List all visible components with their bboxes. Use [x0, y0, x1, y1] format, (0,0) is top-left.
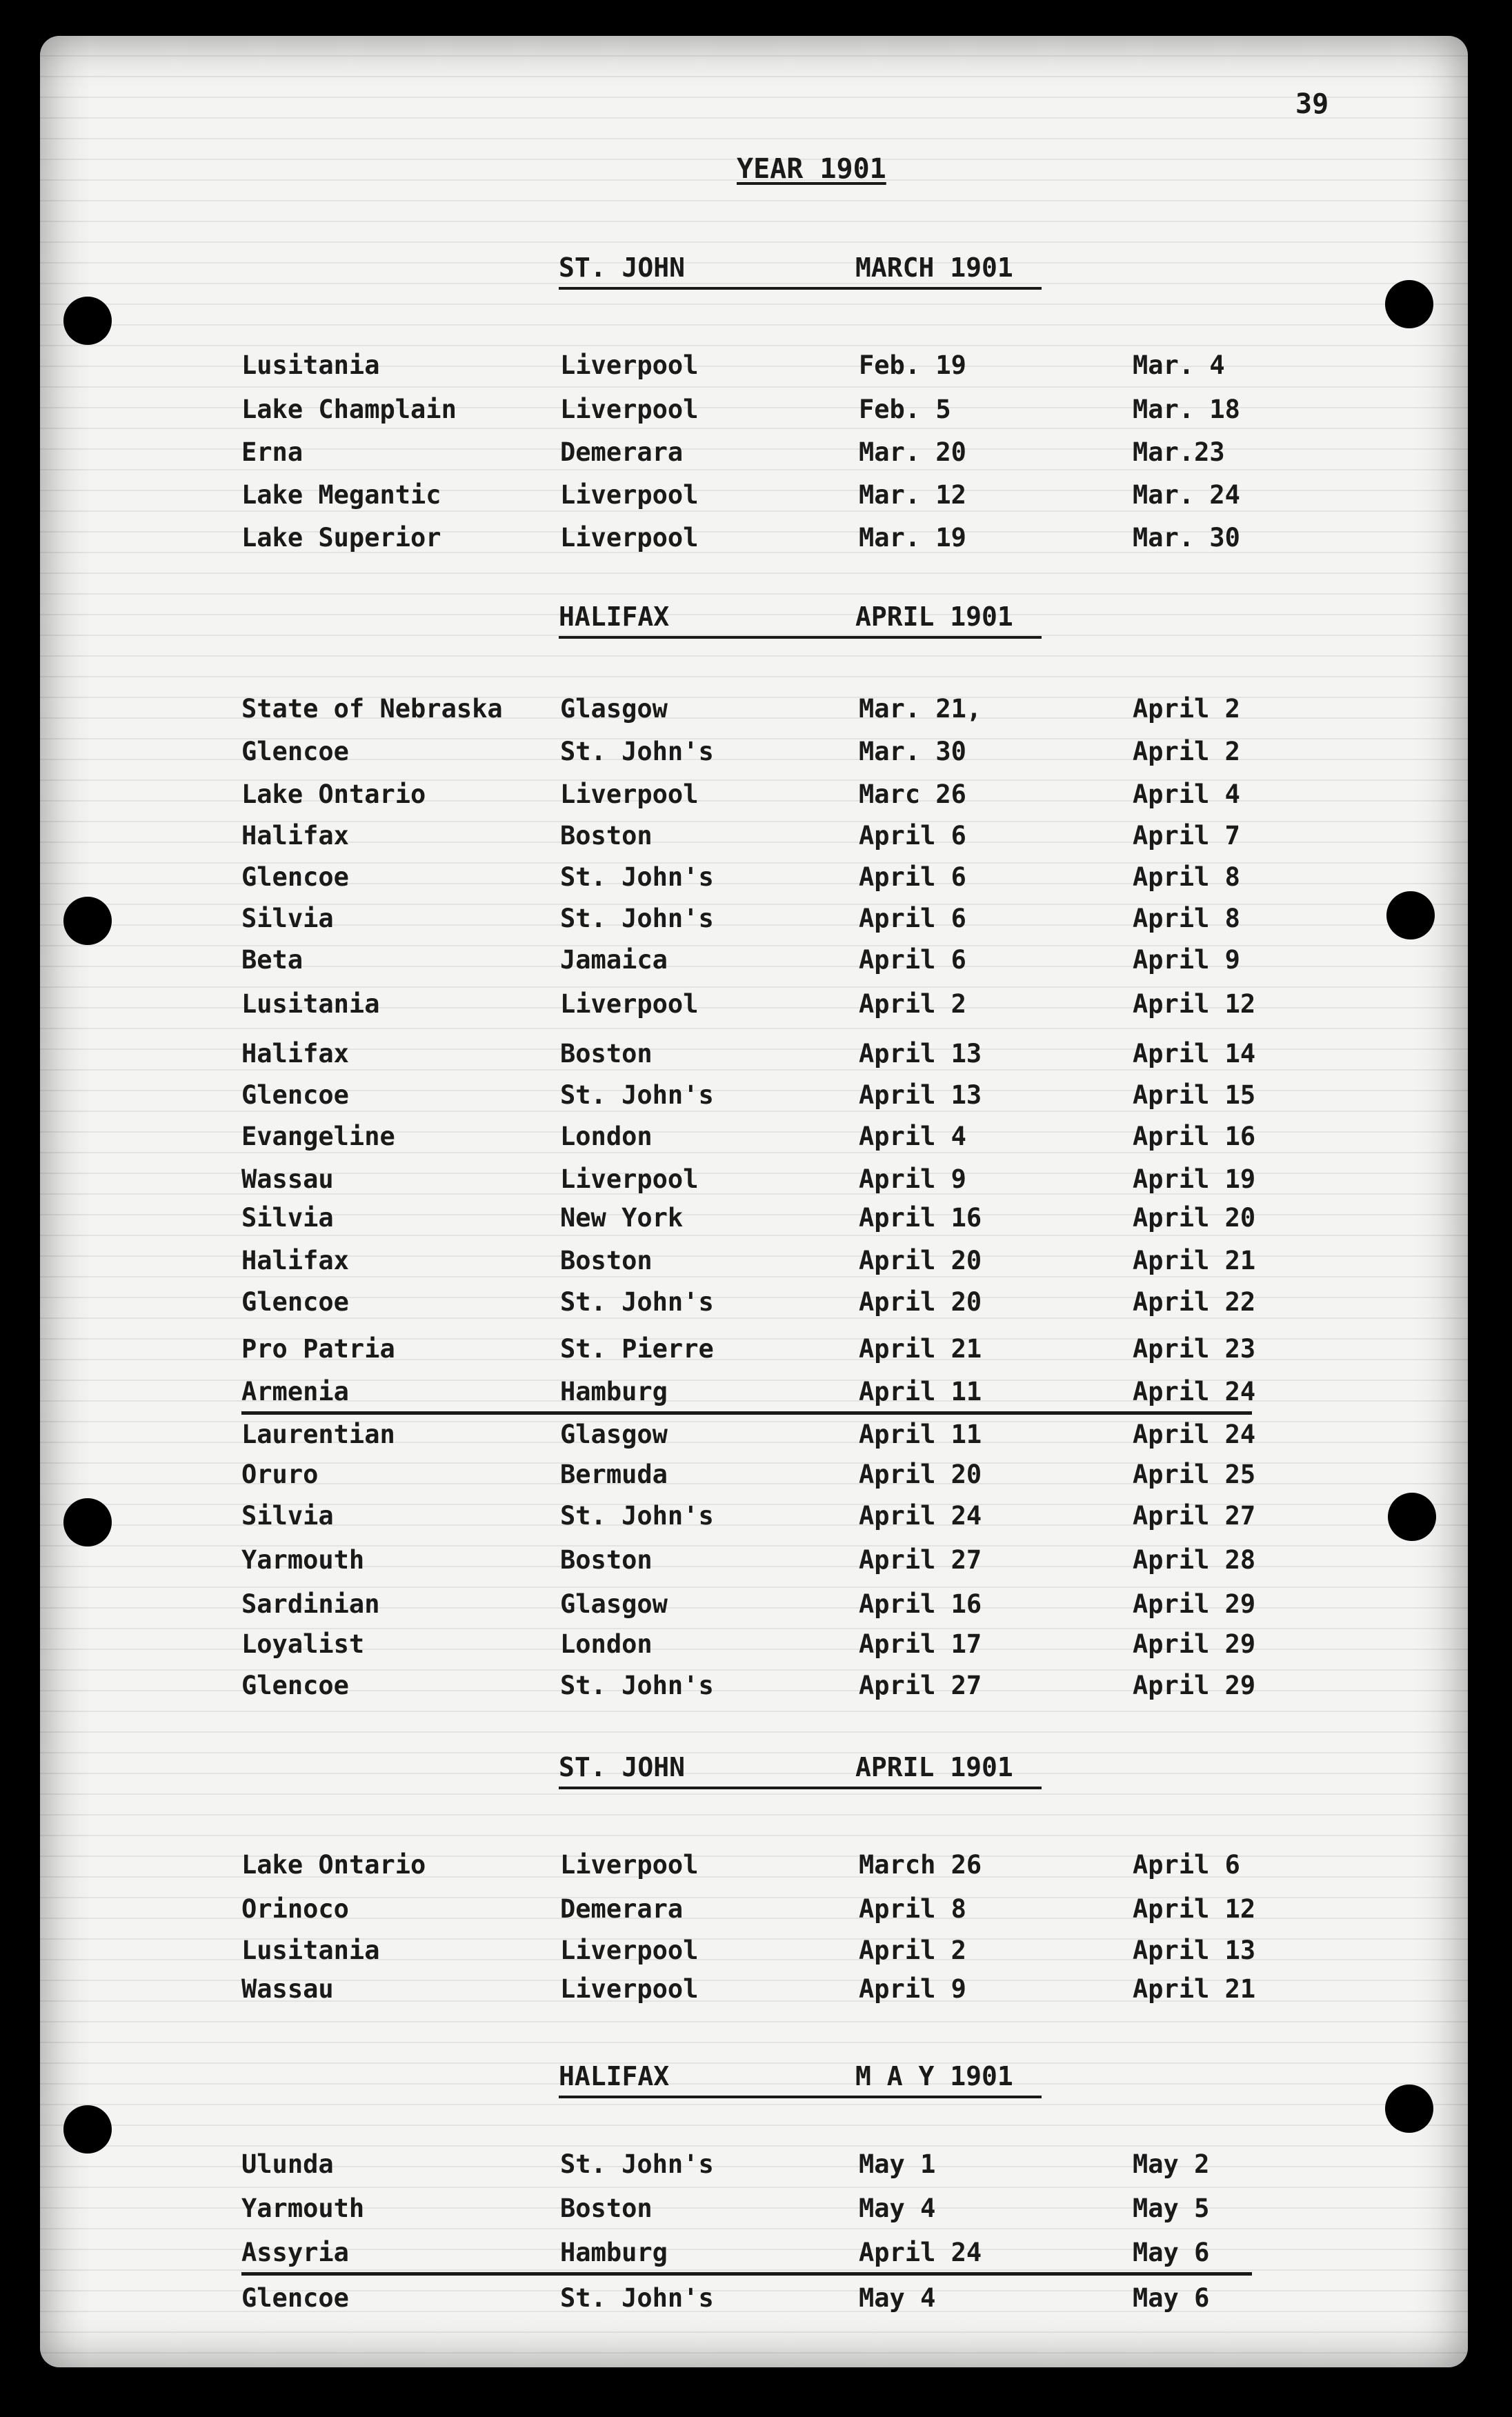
ship-name: Lusitania	[241, 989, 380, 1019]
section-period: APRIL 1901	[855, 1752, 1013, 1782]
ship-name: Erna	[241, 437, 304, 467]
table-row	[0, 2149, 1512, 2184]
arrived-date: May 6	[1133, 2238, 1210, 2267]
section-heading	[0, 252, 1512, 294]
sailed-date: April 16	[859, 1589, 982, 1619]
origin-port: Glasgow	[560, 1589, 668, 1619]
page-title: YEAR 1901	[737, 153, 886, 185]
sailed-date: March 26	[859, 1850, 982, 1880]
arrived-date: Mar. 24	[1133, 480, 1240, 510]
table-row	[0, 1894, 1512, 1929]
arrived-date: Mar.23	[1133, 437, 1225, 467]
ship-name: Halifax	[241, 1246, 349, 1275]
ship-name: Sardinian	[241, 1589, 380, 1619]
table-row	[0, 523, 1512, 557]
origin-port: Liverpool	[560, 1850, 699, 1880]
table-row	[0, 480, 1512, 515]
ship-name: Silvia	[241, 904, 334, 933]
sailed-date: April 27	[859, 1671, 982, 1700]
origin-port: St. John's	[560, 1287, 714, 1317]
origin-port: St. John's	[560, 2283, 714, 2313]
ship-name: Lake Superior	[241, 523, 441, 553]
arrived-date: April 6	[1133, 1850, 1240, 1880]
origin-port: St. Pierre	[560, 1334, 714, 1364]
table-row	[0, 1629, 1512, 1664]
arrived-date: Mar. 18	[1133, 395, 1240, 424]
arrived-date: April 21	[1133, 1974, 1256, 2004]
ship-name: Orinoco	[241, 1894, 349, 1924]
origin-port: Liverpool	[560, 989, 699, 1019]
arrived-date: May 5	[1133, 2194, 1210, 2223]
origin-port: Hamburg	[560, 1377, 668, 1406]
table-row	[0, 737, 1512, 771]
arrived-date: April 8	[1133, 904, 1240, 933]
section-period: MARCH 1901	[855, 252, 1013, 283]
origin-port: New York	[560, 1203, 684, 1233]
table-row	[0, 1589, 1512, 1624]
arrived-date: Mar. 4	[1133, 350, 1225, 380]
arrived-date: April 16	[1133, 1122, 1256, 1151]
table-row	[0, 1850, 1512, 1884]
ship-name: Wassau	[241, 1164, 334, 1194]
table-row	[0, 437, 1512, 472]
sailed-date: April 2	[859, 989, 966, 1019]
heading-underline	[559, 287, 1042, 290]
sailed-date: Feb. 5	[859, 395, 951, 424]
table-row	[0, 1246, 1512, 1280]
table-row	[0, 1080, 1512, 1115]
sailed-date: April 6	[859, 862, 966, 892]
section-heading	[0, 2061, 1512, 2102]
section-port: ST. JOHN	[559, 252, 686, 283]
sailed-date: April 13	[859, 1039, 982, 1068]
sailed-date: May 4	[859, 2283, 936, 2313]
sailed-date: May 1	[859, 2149, 936, 2179]
sailed-date: April 9	[859, 1164, 966, 1194]
arrived-date: May 2	[1133, 2149, 1210, 2179]
sailed-date: Feb. 19	[859, 350, 966, 380]
origin-port: Bermuda	[560, 1460, 668, 1489]
sailed-date: April 8	[859, 1894, 966, 1924]
sailed-date: April 6	[859, 821, 966, 851]
table-row	[0, 945, 1512, 979]
sailed-date: April 9	[859, 1974, 966, 2004]
ship-name: Halifax	[241, 1039, 349, 1068]
ship-name: Wassau	[241, 1974, 334, 2004]
ship-name: State of Nebraska	[241, 694, 503, 724]
ship-name: Lusitania	[241, 1936, 380, 1965]
sailed-date: April 20	[859, 1287, 982, 1317]
table-row	[0, 1122, 1512, 1156]
table-row	[0, 1671, 1512, 1705]
table-row	[0, 1545, 1512, 1580]
origin-port: Jamaica	[560, 945, 668, 975]
origin-port: Demerara	[560, 1894, 684, 1924]
table-row	[0, 1287, 1512, 1322]
section-port: HALIFAX	[559, 601, 670, 632]
document-page	[40, 36, 1468, 2367]
table-row	[0, 395, 1512, 429]
table-row	[0, 862, 1512, 897]
arrived-date: April 8	[1133, 862, 1240, 892]
table-row	[0, 1460, 1512, 1494]
ship-name: Glencoe	[241, 737, 349, 766]
arrived-date: April 27	[1133, 1501, 1256, 1531]
origin-port: Demerara	[560, 437, 684, 467]
arrived-date: April 4	[1133, 779, 1240, 809]
origin-port: Liverpool	[560, 1164, 699, 1194]
origin-port: Boston	[560, 2194, 653, 2223]
ship-name: Lake Ontario	[241, 779, 426, 809]
arrived-date: April 23	[1133, 1334, 1256, 1364]
arrived-date: April 29	[1133, 1671, 1256, 1700]
arrived-date: Mar. 30	[1133, 523, 1240, 553]
arrived-date: April 19	[1133, 1164, 1256, 1194]
ship-name: Glencoe	[241, 1671, 349, 1700]
sailed-date: April 24	[859, 1501, 982, 1531]
table-row	[0, 1420, 1512, 1454]
origin-port: St. John's	[560, 737, 714, 766]
heading-underline	[559, 2096, 1042, 2098]
arrived-date: April 9	[1133, 945, 1240, 975]
origin-port: Liverpool	[560, 350, 699, 380]
sailed-date: Mar. 19	[859, 523, 966, 553]
ship-name: Laurentian	[241, 1420, 395, 1449]
punch-hole	[63, 297, 112, 345]
origin-port: St. John's	[560, 1501, 714, 1531]
ship-name: Glencoe	[241, 1080, 349, 1110]
section-port: ST. JOHN	[559, 1752, 686, 1782]
origin-port: Liverpool	[560, 1974, 699, 2004]
origin-port: St. John's	[560, 1671, 714, 1700]
arrived-date: May 6	[1133, 2283, 1210, 2313]
table-row	[0, 1334, 1512, 1369]
arrived-date: April 20	[1133, 1203, 1256, 1233]
ship-name: Halifax	[241, 821, 349, 851]
ship-name: Assyria	[241, 2238, 349, 2267]
table-row	[0, 1936, 1512, 1970]
sailed-date: Mar. 20	[859, 437, 966, 467]
arrived-date: April 13	[1133, 1936, 1256, 1965]
ship-name: Silvia	[241, 1501, 334, 1531]
sailed-date: April 24	[859, 2238, 982, 2267]
sailed-date: Mar. 12	[859, 480, 966, 510]
origin-port: Boston	[560, 1545, 653, 1575]
origin-port: Glasgow	[560, 1420, 668, 1449]
sailed-date: April 21	[859, 1334, 982, 1364]
section-heading	[0, 1752, 1512, 1793]
table-row	[0, 779, 1512, 814]
arrived-date: April 15	[1133, 1080, 1256, 1110]
origin-port: Liverpool	[560, 779, 699, 809]
arrived-date: April 29	[1133, 1629, 1256, 1659]
table-row	[0, 350, 1512, 385]
ship-name: Yarmouth	[241, 2194, 365, 2223]
table-row	[0, 821, 1512, 855]
ship-name: Glencoe	[241, 1287, 349, 1317]
table-row	[0, 1203, 1512, 1237]
arrived-date: April 22	[1133, 1287, 1256, 1317]
origin-port: Liverpool	[560, 395, 699, 424]
sailed-date: April 20	[859, 1460, 982, 1489]
sailed-date: April 2	[859, 1936, 966, 1965]
table-row	[0, 694, 1512, 728]
table-row	[0, 2238, 1512, 2272]
table-row	[0, 1974, 1512, 2009]
sailed-date: April 4	[859, 1122, 966, 1151]
sailed-date: April 13	[859, 1080, 982, 1110]
origin-port: London	[560, 1629, 653, 1659]
arrived-date: April 24	[1133, 1420, 1256, 1449]
arrived-date: April 24	[1133, 1377, 1256, 1406]
ship-name: Oruro	[241, 1460, 319, 1489]
sailed-date: May 4	[859, 2194, 936, 2223]
origin-port: St. John's	[560, 862, 714, 892]
ship-name: Pro Patria	[241, 1334, 395, 1364]
arrived-date: April 2	[1133, 737, 1240, 766]
sailed-date: Mar. 21,	[859, 694, 982, 724]
heading-underline	[559, 636, 1042, 639]
table-row	[0, 989, 1512, 1024]
sailed-date: April 11	[859, 1377, 982, 1406]
origin-port: Liverpool	[560, 523, 699, 553]
section-period: APRIL 1901	[855, 601, 1013, 632]
ship-name: Evangeline	[241, 1122, 395, 1151]
origin-port: St. John's	[560, 2149, 714, 2179]
table-row	[0, 2194, 1512, 2228]
ship-name: Yarmouth	[241, 1545, 365, 1575]
ship-name: Ulunda	[241, 2149, 334, 2179]
ship-name: Glencoe	[241, 862, 349, 892]
heading-underline	[559, 1787, 1042, 1789]
origin-port: Hamburg	[560, 2238, 668, 2267]
ship-name: Beta	[241, 945, 304, 975]
sailed-date: April 6	[859, 945, 966, 975]
origin-port: Boston	[560, 1246, 653, 1275]
sailed-date: Marc 26	[859, 779, 966, 809]
arrived-date: April 12	[1133, 989, 1256, 1019]
ship-name: Silvia	[241, 1203, 334, 1233]
arrived-date: April 2	[1133, 694, 1240, 724]
origin-port: Glasgow	[560, 694, 668, 724]
origin-port: St. John's	[560, 1080, 714, 1110]
section-period: M A Y 1901	[855, 2061, 1013, 2091]
sailed-date: April 16	[859, 1203, 982, 1233]
origin-port: London	[560, 1122, 653, 1151]
origin-port: Liverpool	[560, 480, 699, 510]
table-row	[0, 1501, 1512, 1535]
arrived-date: April 14	[1133, 1039, 1256, 1068]
origin-port: St. John's	[560, 904, 714, 933]
ship-name: Glencoe	[241, 2283, 349, 2313]
arrived-date: April 25	[1133, 1460, 1256, 1489]
ship-name: Lusitania	[241, 350, 380, 380]
origin-port: Boston	[560, 821, 653, 851]
ship-name: Lake Megantic	[241, 480, 441, 510]
sailed-date: April 11	[859, 1420, 982, 1449]
sailed-date: Mar. 30	[859, 737, 966, 766]
origin-port: Boston	[560, 1039, 653, 1068]
arrived-date: April 29	[1133, 1589, 1256, 1619]
origin-port: Liverpool	[560, 1936, 699, 1965]
table-row	[0, 1377, 1512, 1411]
arrived-date: April 7	[1133, 821, 1240, 851]
arrived-date: April 28	[1133, 1545, 1256, 1575]
section-heading	[0, 601, 1512, 643]
table-row	[0, 2283, 1512, 2318]
ship-name: Lake Ontario	[241, 1850, 426, 1880]
arrived-date: April 21	[1133, 1246, 1256, 1275]
ship-name: Lake Champlain	[241, 395, 457, 424]
table-row	[0, 1039, 1512, 1073]
table-row	[0, 1164, 1512, 1199]
punch-hole	[63, 2105, 112, 2154]
sailed-date: April 6	[859, 904, 966, 933]
sailed-date: April 27	[859, 1545, 982, 1575]
arrived-date: April 12	[1133, 1894, 1256, 1924]
ship-name: Loyalist	[241, 1629, 365, 1659]
ship-name: Armenia	[241, 1377, 349, 1406]
sailed-date: April 20	[859, 1246, 982, 1275]
sailed-date: April 17	[859, 1629, 982, 1659]
page-number: 39	[1295, 88, 1329, 120]
table-row	[0, 904, 1512, 938]
section-port: HALIFAX	[559, 2061, 670, 2091]
